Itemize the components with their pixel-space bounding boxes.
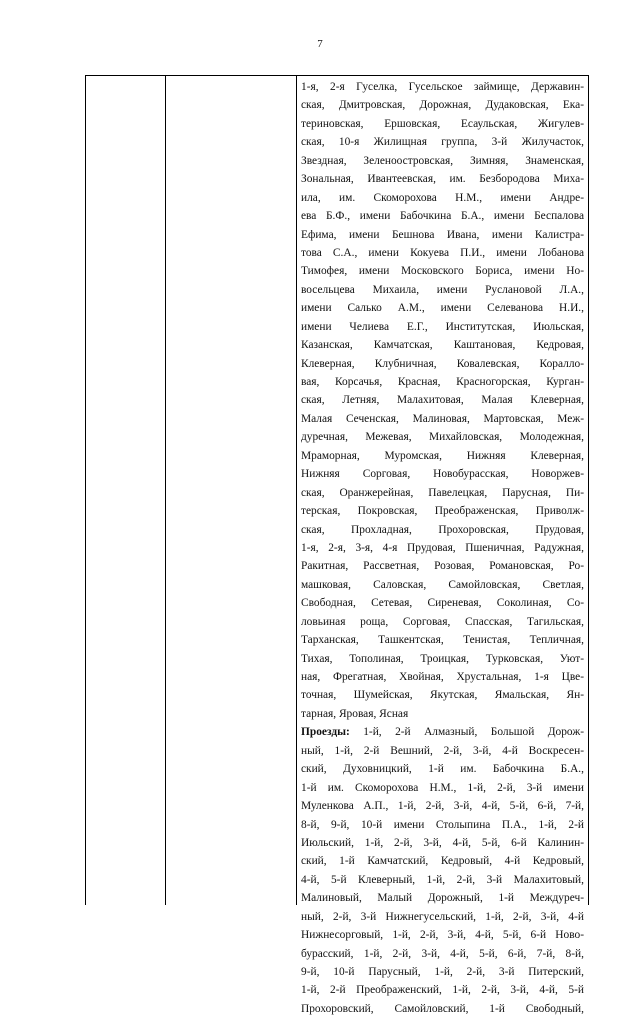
- text-line: ская, Прохладная, Прохоровская, Прудовая,: [301, 523, 584, 536]
- text-line: ский, 1-й Камчатский, Кедровый, 4-й Кедровый,: [301, 855, 584, 868]
- text-line: ский, Духовницкий, 1-й им. Бабочкина Б.А.,: [301, 763, 584, 776]
- text-line: Звездная, Зеленоостровская, Зимняя, Знаменская,: [301, 154, 584, 167]
- text-line: 1-й им. Скоморохова Н.М., 1-й, 2-й, 3-й имени: [301, 781, 584, 794]
- text-line: точная, Шумейская, Якутская, Ямальская, Ян-: [301, 689, 584, 702]
- table-column-divider: [296, 75, 297, 905]
- text-line: вая, Корсачья, Красная, Красногорская, Курган-: [301, 376, 584, 388]
- text-line: Тарханская, Ташкентская, Тенистая, Тепличная,: [301, 634, 584, 647]
- text-line: това С.А., имени Кокуева П.И., имени Лобанова: [301, 246, 584, 259]
- text-line: Нижняя Сорговая, Новобурасская, Новоржев-: [301, 468, 584, 481]
- text-line: 1-й, 2-й Преображенский, 1-й, 2-й, 3-й, 4-й, 5-й: [301, 984, 584, 997]
- passages-first-line-text: 1-й, 2-й Алмазный, Большой Дорож-: [349, 726, 584, 739]
- text-line: машковая, Саловская, Самойловская, Светлая,: [301, 578, 584, 591]
- text-line: 9-й, 10-й Парусный, 1-й, 2-й, 3-й Питерский,: [301, 966, 584, 978]
- text-line: Мраморная, Муромская, Нижняя Клеверная,: [301, 449, 584, 462]
- text-line: Малая Сеченская, Малиновая, Мартовская, Меж-: [301, 412, 584, 425]
- streets-list: [301, 78, 584, 723]
- text-line: 1-я, 2-я Гуселка, Гусельское займище, Державин-: [301, 81, 584, 93]
- text-line: Казанская, Камчатская, Каштановая, Кедровая,: [301, 339, 584, 352]
- passages-label: Проезды:: [301, 726, 350, 739]
- text-line: ный, 2-й, 3-й Нижнегусельский, 1-й, 2-й, 3-й, 4-й: [301, 910, 584, 923]
- text-line: имени Челиева Е.Г., Институтская, Июльская,: [301, 320, 584, 333]
- page-number: 7: [317, 38, 323, 50]
- text-line: 8-й, 9-й, 10-й имени Столыпина П.А., 1-й, 2-й: [301, 818, 584, 831]
- text-line: 4-й, 5-й Клеверный, 1-й, 2-й, 3-й Малахитовый,: [301, 873, 584, 886]
- text-line: ская, Летняя, Малахитовая, Малая Клеверная,: [301, 394, 584, 407]
- table-right-border: [588, 75, 589, 905]
- text-line: ловьиная роща, Сорговая, Спасская, Тагильская,: [301, 615, 584, 628]
- text-line: Нижнесорговый, 1-й, 2-й, 3-й, 4-й, 5-й, 6-й Ново-: [301, 929, 584, 942]
- text-line: ская, Оранжерейная, Павелецкая, Парусная, Пи-: [301, 486, 584, 499]
- passages-list: [301, 723, 584, 1018]
- text-line: восельцева Михаила, имени Руслановой Л.А.,: [301, 283, 584, 296]
- passages-first-line: [301, 723, 584, 741]
- text-line: ская, Дмитровская, Дорожная, Дудаковская, Ека-: [301, 99, 584, 112]
- text-line: Зональная, Ивантеевская, им. Безбородова Миха-: [301, 173, 584, 186]
- text-line: ская, 10-я Жилищная группа, 3-й Жилучасток,: [301, 136, 584, 149]
- text-line: Свободная, Сетевая, Сиреневая, Соколиная, Со-: [301, 597, 584, 610]
- text-line: ила, им. Скоморохова Н.М., имени Андре-: [301, 191, 584, 204]
- streets-cell: [301, 78, 584, 1018]
- text-line: териновская, Ершовская, Есаульская, Жигулев-: [301, 117, 584, 130]
- text-line: Клеверная, Клубничная, Ковалевская, Коралло-: [301, 357, 584, 370]
- text-line: ный, 1-й, 2-й Вешний, 2-й, 3-й, 4-й Воскресен-: [301, 744, 584, 757]
- text-line: тарная, Яровая, Ясная: [301, 707, 409, 720]
- text-line: бурасский, 1-й, 2-й, 3-й, 4-й, 5-й, 6-й, 7-й, 8-й,: [301, 947, 584, 960]
- text-line: Ефима, имени Бешнова Ивана, имени Калистра-: [301, 228, 584, 241]
- text-line: Малиновый, Малый Дорожный, 1-й Междуреч-: [301, 892, 584, 905]
- text-line: 1-я, 2-я, 3-я, 4-я Прудовая, Пшеничная, Радужная,: [301, 541, 584, 554]
- table-column-divider: [165, 75, 166, 905]
- text-line: Ракитная, Рассветная, Розовая, Романовская, Ро-: [301, 560, 584, 573]
- text-line: дуречная, Межевая, Михайловская, Молодежная,: [301, 431, 584, 444]
- text-line: Прохоровский, Самойловский, 1-й Свободный,: [301, 1002, 584, 1015]
- text-line: Тихая, Тополиная, Троицкая, Турковская, Уют-: [301, 652, 584, 665]
- text-line: ная, Фрегатная, Хвойная, Хрустальная, 1-я Цве-: [301, 671, 584, 683]
- text-line: Тимофея, имени Московского Бориса, имени Но-: [301, 265, 584, 278]
- text-line: Июльский, 1-й, 2-й, 3-й, 4-й, 5-й, 6-й Калинин-: [301, 836, 584, 849]
- text-line: терская, Покровская, Преображенская, Приволж-: [301, 505, 584, 518]
- text-line: ева Б.Ф., имени Бабочкина Б.А., имени Беспалова: [301, 210, 584, 223]
- text-line: имени Салько А.М., имени Селеванова Н.И.,: [301, 302, 584, 315]
- text-line: Муленкова А.П., 1-й, 2-й, 3-й, 4-й, 5-й, 6-й, 7-й,: [301, 800, 584, 813]
